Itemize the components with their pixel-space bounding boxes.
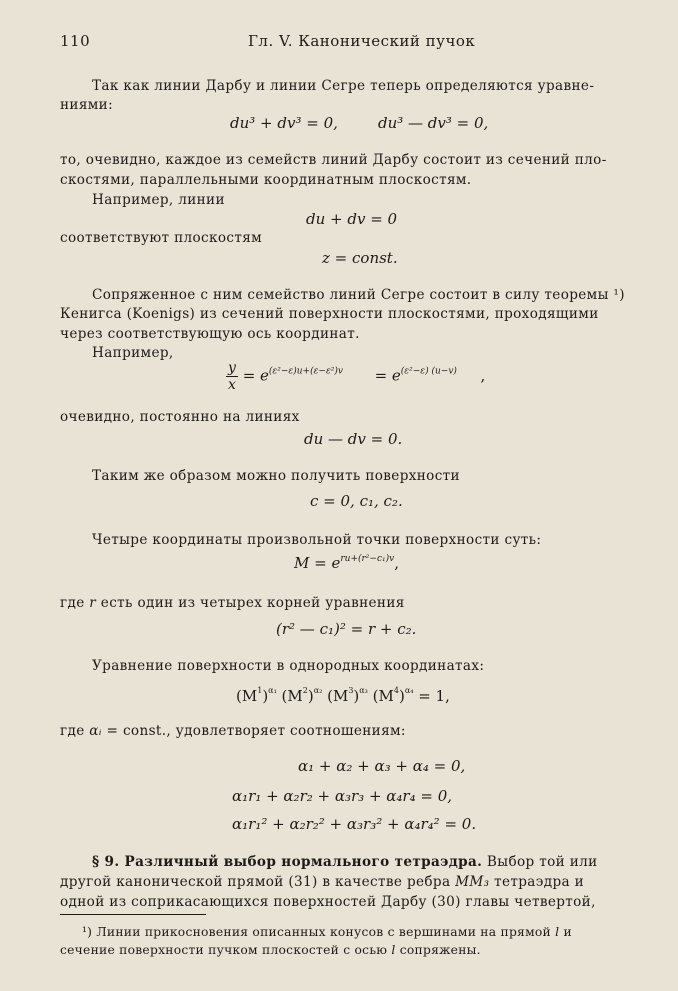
exponent: (ε²−ε)u+(ε−ε²)v xyxy=(268,366,344,377)
text-span: сопряжены. xyxy=(395,943,481,957)
fraction xyxy=(226,360,238,393)
text-span: другой канонической прямой (31) в качестве ребра xyxy=(60,874,456,890)
text-span: тетраэдра и xyxy=(489,874,585,890)
text-line: одной из соприкасающихся поверхностей Дарбу (30) главы четвертой, xyxy=(60,894,596,910)
text-span: ¹) Линии прикосновения описанных конусов с вершинами на прямой xyxy=(82,925,556,939)
variable-l: l xyxy=(391,943,396,957)
text-line: то, очевидно, каждое из семейств линий Дарбу состоит из сечений пло- xyxy=(60,152,607,168)
text-span: = const., удовлетворяет соотношениям: xyxy=(101,723,406,739)
text-span: сечение поверхности пучком плоскостей с осью xyxy=(60,943,392,957)
equation-y-over-x xyxy=(226,360,485,393)
fraction-denominator: x xyxy=(228,377,236,393)
text-line: Таким же образом можно получить поверхности xyxy=(92,468,460,484)
text-line: Кенигса (Koenigs) из сечений поверхности плоскостями, проходящими xyxy=(60,306,599,322)
footnote-rule xyxy=(60,914,206,915)
text-line: очевидно, постоянно на линиях xyxy=(60,409,300,425)
section-line xyxy=(92,852,598,872)
text-span: и xyxy=(559,925,572,939)
equation-darboux-segre-right: du³ — dv³ = 0, xyxy=(378,114,489,132)
footnote-line xyxy=(82,925,572,939)
equation-term: = e xyxy=(374,366,401,385)
exponent: (ε²−ε) (u−v) xyxy=(400,366,457,377)
text-span: Выбор той или xyxy=(482,854,598,870)
text-line: Например, xyxy=(92,345,174,361)
equation-comma: , xyxy=(480,366,486,385)
equation-darboux-segre-left: du³ + dv³ = 0, xyxy=(230,114,338,132)
text-line: Так как линии Дарбу и линии Сегре теперь определяются уравне- xyxy=(92,78,595,94)
text-line xyxy=(60,593,405,613)
variable-l: l xyxy=(555,925,560,939)
equation-m-exponential xyxy=(294,554,399,572)
equation-alpha-sum: α₁ + α₂ + α₃ + α₄ = 0, xyxy=(298,757,466,775)
fraction-numerator: y xyxy=(228,360,236,376)
equation-du-minus-dv: du — dv = 0. xyxy=(304,430,403,448)
variable-r: r xyxy=(89,595,97,611)
exponent: ru+(r²−c₁)v xyxy=(340,554,395,564)
equation-homogeneous: $(M^1)^{\alpha_1}$ $(M^2)^{\alpha_2}$ $(M^3)^{\alpha_3}$ $(M^4)^{\alpha_4} = 1$, xyxy=(236,686,450,705)
footnote-line xyxy=(60,943,481,957)
text-line: ниями: xyxy=(60,97,114,113)
text-line: соответствуют плоскостям xyxy=(60,230,263,246)
equation-term: = e xyxy=(242,366,269,385)
equation-comma: , xyxy=(394,554,399,572)
text-line: Например, линии xyxy=(92,192,225,208)
variable-alpha: αᵢ xyxy=(89,723,102,739)
equation-characteristic: (r² — c₁)² = r + c₂. xyxy=(276,620,417,638)
text-span: есть один из четырех корней уравнения xyxy=(96,595,405,611)
text-line: Четыре координаты произвольной точки поверхности суть: xyxy=(92,532,542,548)
equation-alpha-r2-sum: α₁r₁² + α₂r₂² + α₃r₃² + α₄r₄² = 0. xyxy=(232,815,477,833)
equation-z-const: z = const. xyxy=(322,249,398,267)
text-span: где xyxy=(60,723,90,739)
text-line: Уравнение поверхности в однородных координатах: xyxy=(92,658,485,674)
equation-alpha-r-sum: α₁r₁ + α₂r₂ + α₃r₃ + α₄r₄ = 0, xyxy=(232,787,453,805)
text-line xyxy=(60,721,406,741)
text-line: Сопряженное с ним семейство линий Сегре состоит в силу теоремы ¹) xyxy=(92,287,625,303)
equation-du-plus-dv: du + dv = 0 xyxy=(306,210,398,228)
running-title: Гл. V. Канонический пучок xyxy=(248,32,476,50)
text-line: скостями, параллельными координатным плоскостям. xyxy=(60,172,472,188)
section-heading: § 9. Различный выбор нормального тетраэдра. xyxy=(92,854,483,870)
text-line xyxy=(60,872,584,892)
page-number: 110 xyxy=(60,32,91,50)
text-line: через соответствующую ось координат. xyxy=(60,326,360,342)
equation-c-values: c = 0, c₁, c₂. xyxy=(310,492,403,510)
text-span: где xyxy=(60,595,90,611)
variable-mm3: MM₃ xyxy=(455,874,490,890)
equation-term: M = e xyxy=(294,554,341,572)
